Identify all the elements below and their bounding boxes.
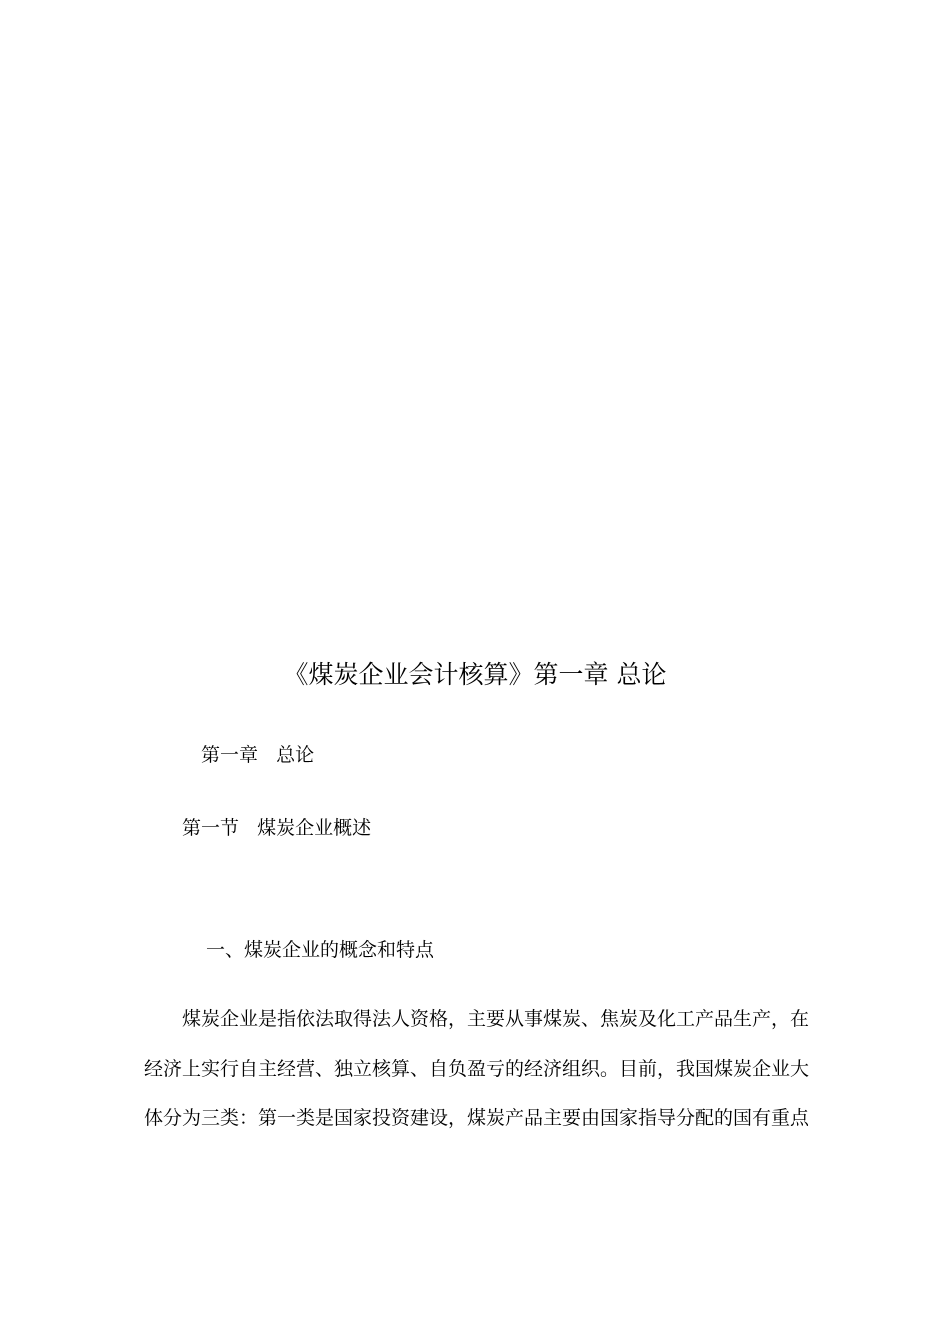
document-title: 《煤炭企业会计核算》第一章 总论 [283,660,667,689]
chapter-heading: 第一章 总论 [201,744,315,766]
section-heading: 第一节 煤炭企业概述 [182,817,372,839]
paragraph-line: 煤炭企业是指依法取得法人资格，主要从事煤炭、焦炭及化工产品生产，在 [182,1008,810,1030]
paragraph-line: 体分为三类：第一类是国家投资建设，煤炭产品主要由国家指导分配的国有重点 [144,1107,810,1129]
subsection-heading: 一、煤炭企业的概念和特点 [206,939,435,961]
paragraph-line: 经济上实行自主经营、独立核算、自负盈亏的经济组织。目前，我国煤炭企业大 [144,1058,810,1080]
